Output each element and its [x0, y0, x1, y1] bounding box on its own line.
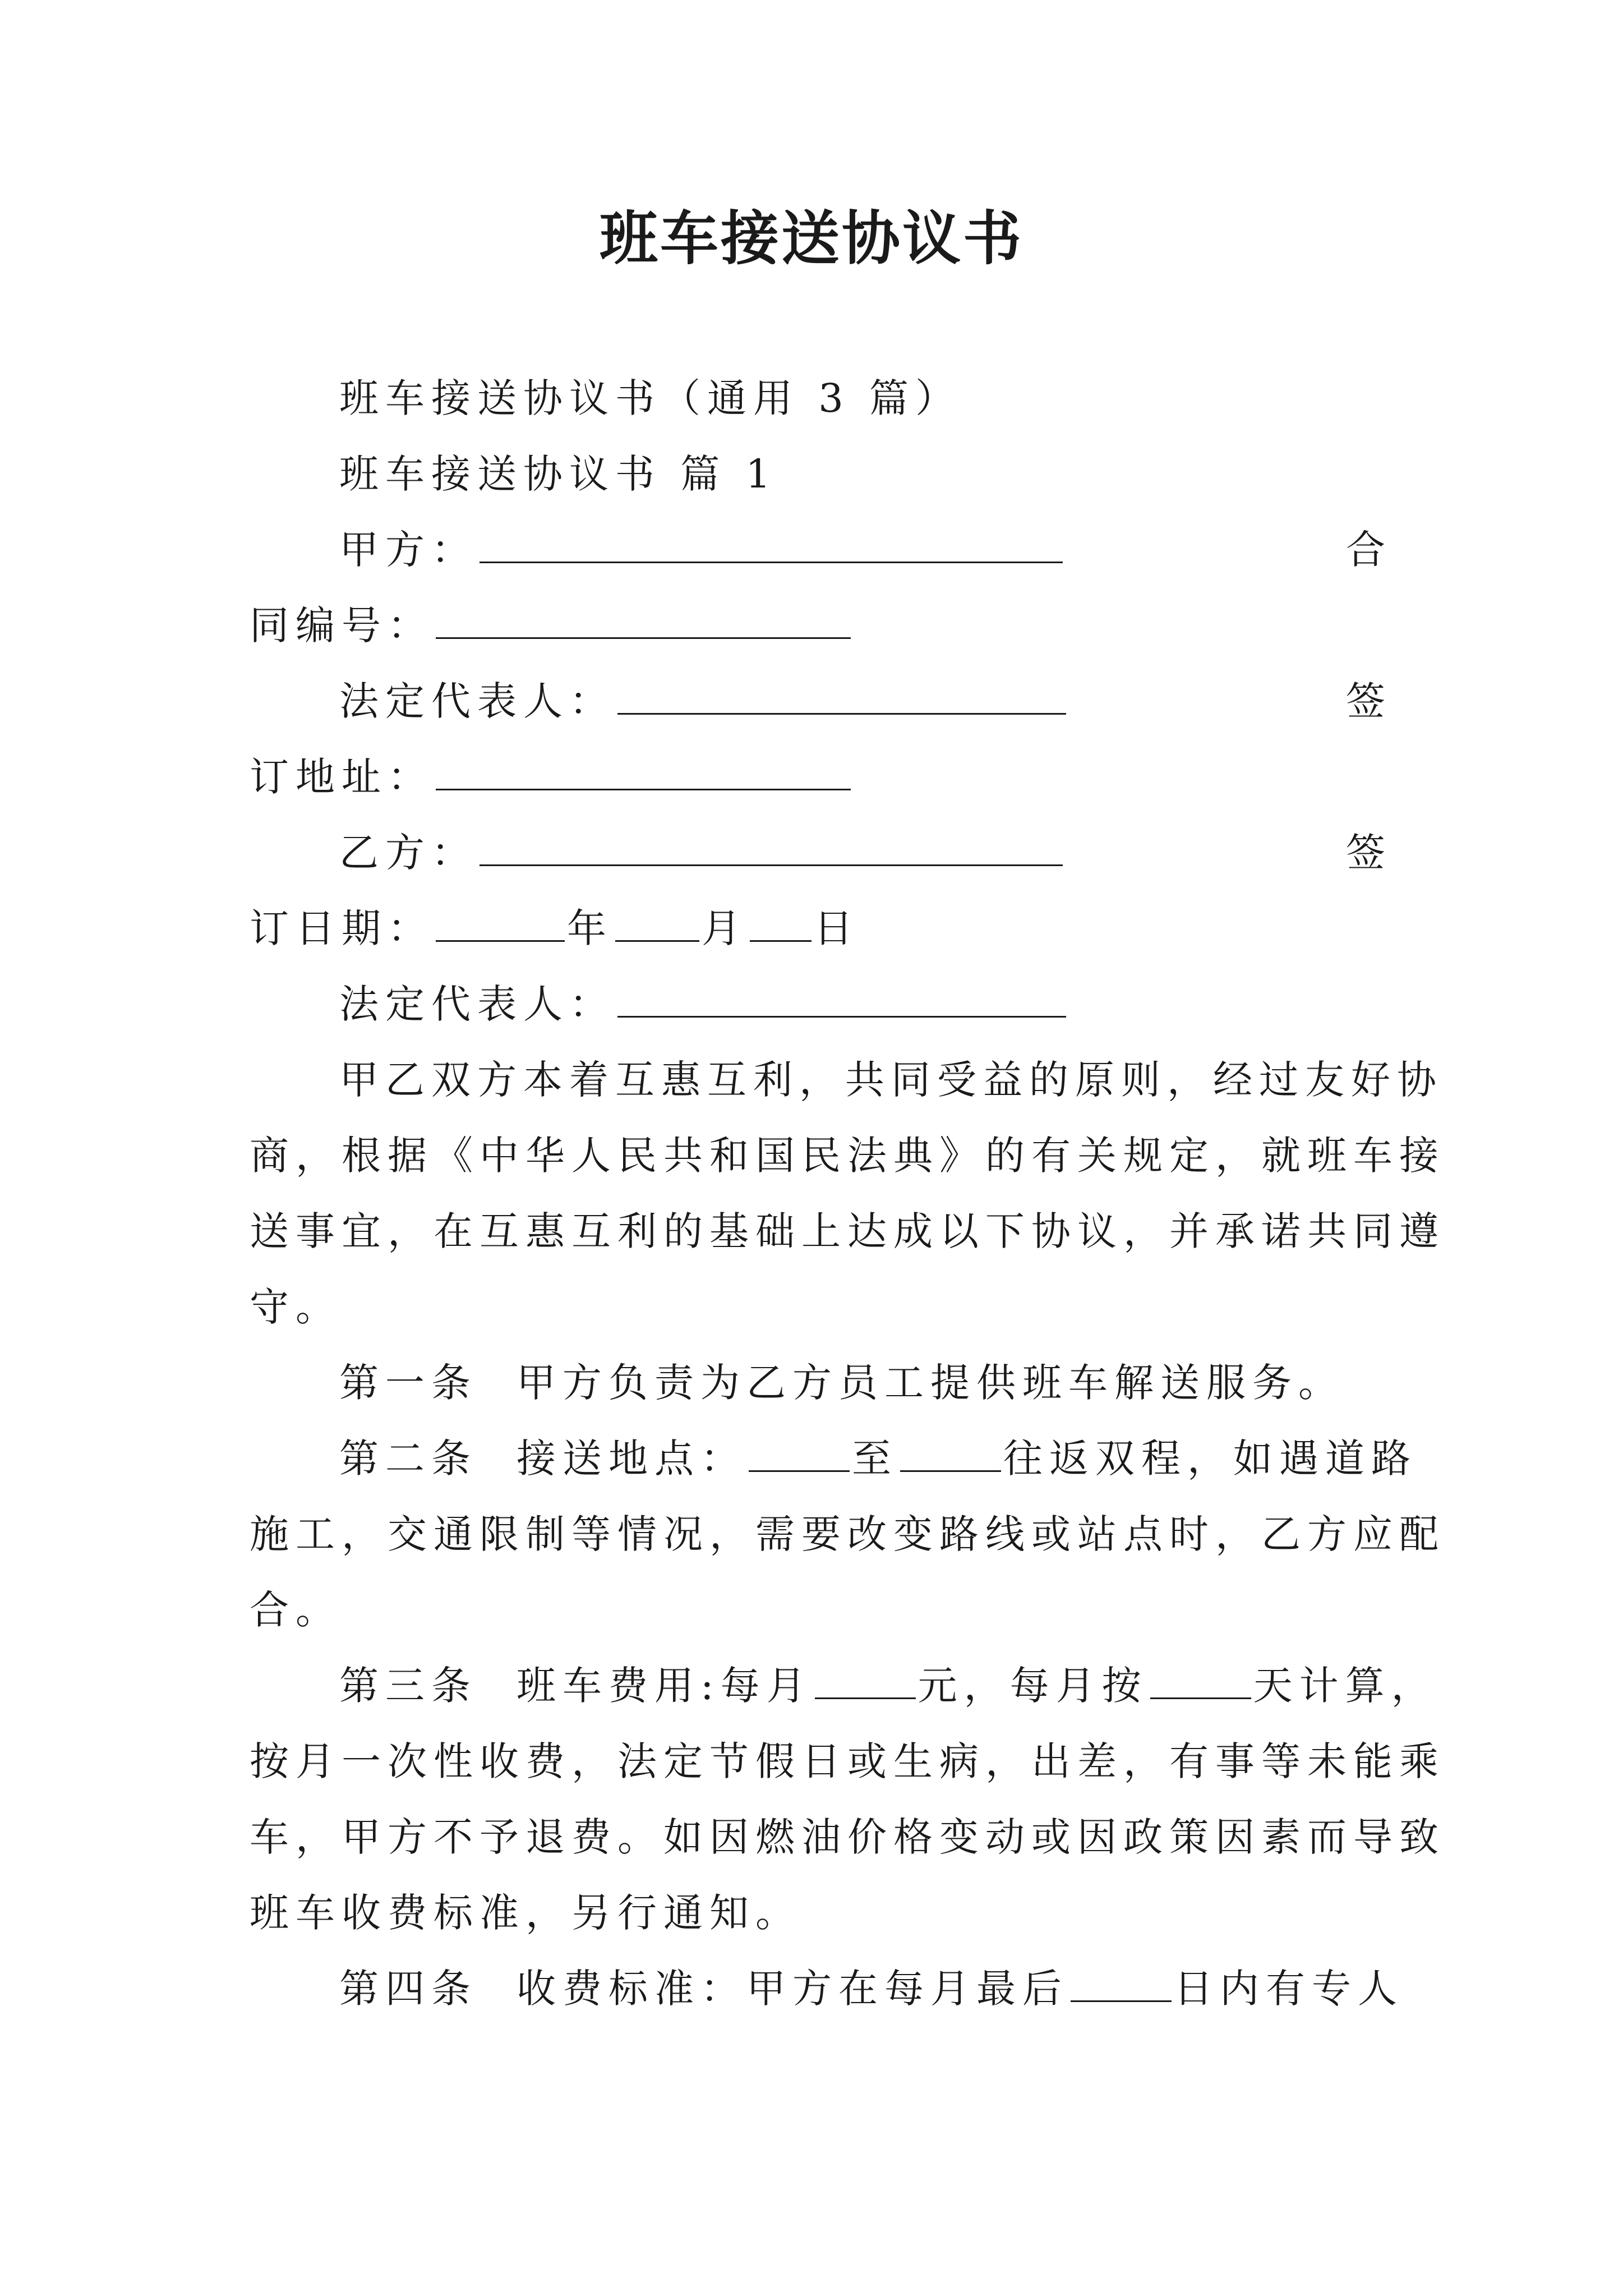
pickup-from-blank[interactable]	[749, 1435, 850, 1472]
party-b-line	[339, 825, 1065, 881]
party-b-blank[interactable]	[479, 830, 1063, 866]
article-1-number: 第一条	[339, 1360, 477, 1406]
legal-rep-label-2: 法定代表人：	[339, 981, 615, 1027]
article-2-line-2-wrap	[250, 1506, 1445, 1562]
intro-line-1: 甲乙双方本着互惠互利，共同受益的原则，经过友好协	[339, 1057, 1443, 1103]
section-heading: 班车接送协议书 篇 1	[339, 451, 778, 497]
document-title: 班车接送协议书	[599, 204, 1023, 273]
article-3-line-4: 班车收费标准，另行通知。	[250, 1890, 801, 1936]
article-3-text-b: 元，每月按	[917, 1663, 1148, 1709]
article-3-line-3: 车，甲方不予退费。如因燃油价格变动或因政策因素而导致	[250, 1814, 1445, 1860]
pickup-to-blank[interactable]	[900, 1435, 1001, 1472]
legal-rep-blank-2[interactable]	[617, 981, 1066, 1018]
contract-no-line	[250, 597, 853, 654]
article-4-text-a: 收费标准：甲方在每月最后	[517, 1966, 1068, 2012]
article-3	[339, 1658, 1437, 1714]
article-2-line-2: 施工，交通限制等情况，需要改变路线或站点时，乙方应配	[250, 1511, 1445, 1557]
article-3-line-2-wrap	[250, 1733, 1445, 1789]
article-2-text-c: 往返双程，如遇道路	[1003, 1435, 1417, 1481]
legal-rep-blank[interactable]	[617, 678, 1066, 715]
month-label: 月	[702, 905, 748, 951]
article-4-number: 第四条	[339, 1966, 477, 2012]
article-3-text-a: 班车费用:每月	[517, 1663, 813, 1709]
contract-no-blank[interactable]	[436, 602, 851, 639]
contract-no-first-char: 合	[1346, 527, 1385, 573]
article-2-text-a: 接送地点：	[517, 1435, 746, 1481]
intro-line-2: 商，根据《中华人民共和国民法典》的有关规定，就班车接	[250, 1133, 1445, 1179]
article-3-line-2: 按月一次性收费，法定节假日或生病，出差，有事等未能乘	[250, 1738, 1445, 1784]
article-4-text-b: 日内有专人	[1174, 1966, 1404, 2012]
days-blank[interactable]	[1150, 1663, 1251, 1699]
article-2	[339, 1430, 1417, 1487]
article-1	[339, 1355, 1344, 1411]
year-label: 年	[567, 905, 613, 951]
intro-paragraph	[339, 1052, 1443, 1108]
day-label: 日	[814, 905, 860, 951]
collection-days-blank[interactable]	[1071, 1966, 1172, 2002]
legal-rep-line	[339, 673, 1068, 729]
sign-addr-label: 订地址：	[250, 754, 434, 800]
year-blank[interactable]	[436, 905, 565, 942]
contract-no-label: 同编号：	[250, 602, 434, 648]
intro-line-4: 守。	[250, 1284, 342, 1330]
party-a-blank[interactable]	[479, 527, 1063, 563]
month-blank[interactable]	[615, 905, 699, 942]
day-blank[interactable]	[750, 905, 811, 942]
article-1-text: 甲方负责为乙方员工提供班车解送服务。	[517, 1360, 1344, 1406]
intro-line-2-wrap	[250, 1128, 1445, 1184]
sign-date-label: 订日期：	[250, 905, 434, 951]
legal-rep-line-2	[339, 976, 1068, 1032]
article-4	[339, 1961, 1404, 2017]
party-a-label: 甲方：	[339, 527, 477, 573]
article-2-line-3: 合。	[250, 1587, 342, 1633]
sign-addr-blank[interactable]	[436, 754, 851, 790]
intro-line-3-wrap	[250, 1203, 1445, 1259]
article-3-number: 第三条	[339, 1663, 477, 1709]
article-3-text-c: 天计算，	[1253, 1663, 1437, 1709]
party-a-line	[339, 522, 1065, 578]
article-3-line-3-wrap	[250, 1809, 1445, 1865]
legal-rep-label: 法定代表人：	[339, 678, 615, 724]
intro-line-3: 送事宜，在互惠互利的基础上达成以下协议，并承诺共同遵	[250, 1208, 1445, 1254]
monthly-fee-blank[interactable]	[815, 1663, 916, 1699]
subtitle: 班车接送协议书（通用 3 篇）	[339, 375, 962, 421]
article-2-text-b: 至	[852, 1435, 898, 1481]
sign-date-first-char: 签	[1346, 830, 1385, 876]
sign-addr-line	[250, 749, 853, 805]
party-b-label: 乙方：	[339, 830, 477, 876]
sign-addr-first-char: 签	[1346, 678, 1385, 724]
article-2-number: 第二条	[339, 1435, 477, 1481]
sign-date-line	[250, 900, 860, 956]
